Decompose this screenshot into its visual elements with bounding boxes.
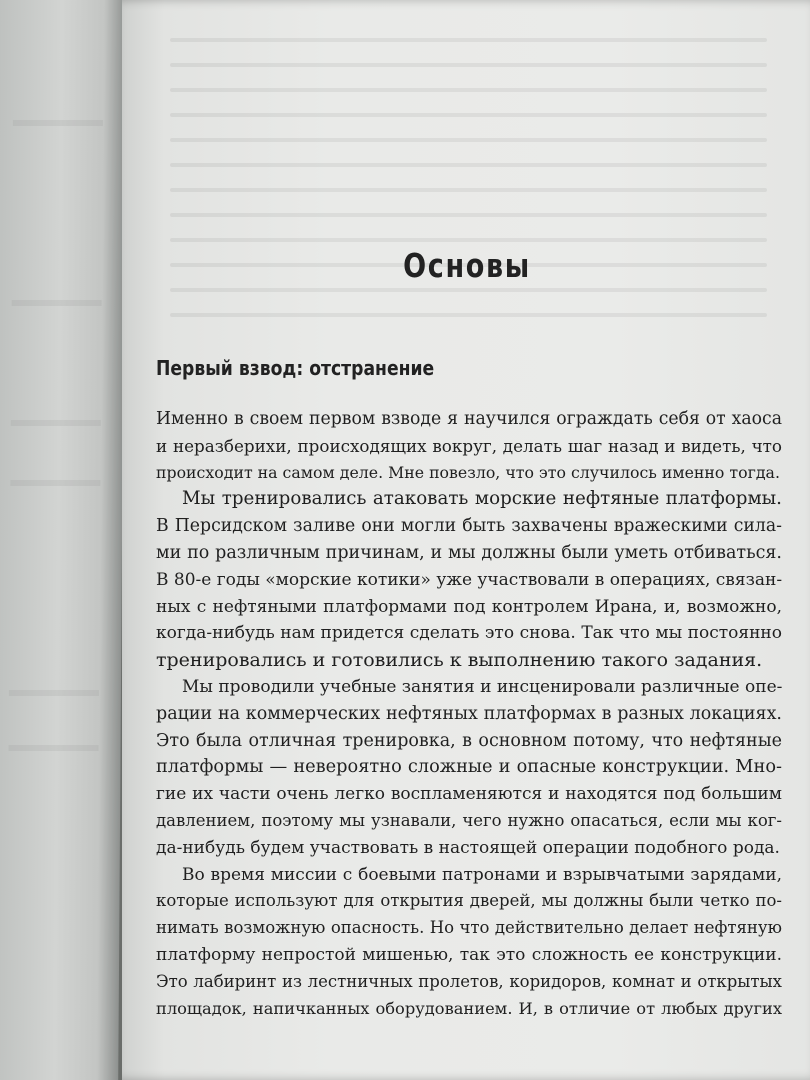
- text-line: площадок, напичканных оборудованием. И, в отличие от любых других: [156, 998, 782, 1018]
- text-line: которые используют для открытия дверей, мы должны были четко по-: [156, 891, 782, 911]
- text-line: Именно в своем первом взводе я научился ограждать себя от хаоса: [156, 409, 782, 429]
- chapter-title: Основы: [403, 246, 531, 285]
- left-page-edge: [0, 0, 126, 1080]
- text-line: В Персидском заливе они могли быть захвачены вражескими сила-: [156, 516, 782, 537]
- text-line: Это лабиринт из лестничных пролетов, коридоров, комнат и открытых: [156, 971, 782, 991]
- text-line: и неразберихи, происходящих вокруг, делать шаг назад и видеть, что: [156, 435, 782, 456]
- text-line: происходит на самом деле. Мне повезло, что это случилось именно тогда.: [156, 462, 780, 482]
- text-line: да-нибудь будем участвовать в настоящей операции подобного рода.: [156, 837, 780, 858]
- text-line: рации на коммерческих нефтяных платформах в разных локациях.: [156, 703, 782, 724]
- text-line: платформы — невероятно сложные и опасные конструкции. Мно-: [156, 757, 782, 778]
- section-heading: Первый взвод: отстранение: [156, 356, 435, 380]
- text-line: Мы проводили учебные занятия и инсценировали различные опе-: [182, 676, 783, 697]
- text-line: ми по различным причинам, и мы должны были уметь отбиваться.: [156, 542, 782, 563]
- text-line: тренировались и готовились к выполнению такого задания.: [156, 649, 763, 672]
- text-line: ных с нефтяными платформами под контролем Ирана, и, возможно,: [156, 596, 782, 617]
- text-line: гие их части очень легко воспламеняются и находятся под большим: [156, 784, 782, 805]
- text-line: платформу непростой мишенью, так это сложность ее конструкции.: [156, 944, 782, 965]
- text-line: Это была отличная тренировка, в основном потому, что нефтяные: [156, 730, 782, 751]
- text-line: когда-нибудь нам придется сделать это снова. Так что мы постоянно: [156, 623, 782, 644]
- text-line: нимать возможную опасность. Но что действительно делает нефтяную: [156, 918, 782, 938]
- body-text: [156, 406, 782, 1022]
- text-line: Мы тренировались атаковать морские нефтяные платформы.: [182, 488, 782, 510]
- text-line: давлением, поэтому мы узнавали, чего нужно опасаться, если мы ког-: [156, 810, 782, 830]
- text-line: В 80-е годы «морские котики» уже участвовали в операциях, связан-: [156, 569, 783, 590]
- book-page: [122, 0, 810, 1080]
- text-line: Во время миссии с боевыми патронами и взрывчатыми зарядами,: [182, 864, 782, 885]
- bleed-through-text: [170, 38, 767, 358]
